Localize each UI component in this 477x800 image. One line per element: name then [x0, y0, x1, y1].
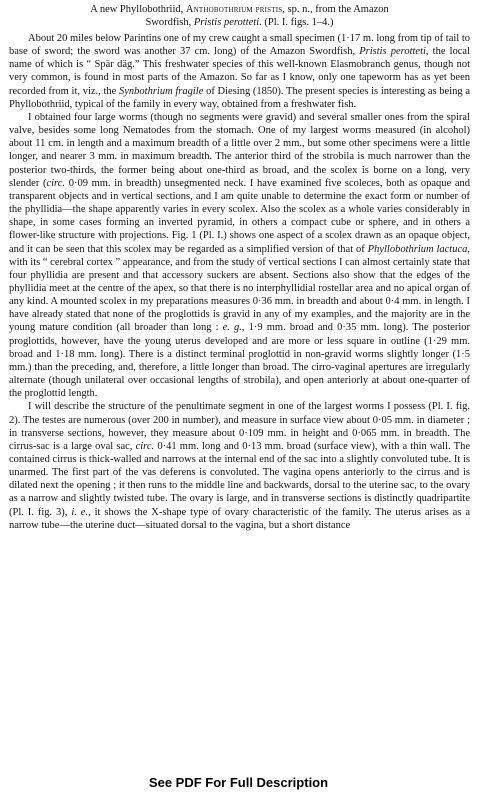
text-run: I obtained four large worms (though no segments were gravid) and several smaller ones from the spiral valve, besides some long Nematodes from the stomach. One of my largest worms measured (in alcohol) about 11 cm. in length and a maximum breadth of a little over 2 mm., but some other specimens were a little longer, and nearer 3 mm. in maximum breadth. The anterior third of the strobila is much narrower than the posterior two-thirds, the former being about one-third as broad, and the scolex is borne on a long, very slender ( [9, 111, 470, 189]
italic-run: Phyllobothrium lactuca [367, 243, 468, 255]
italic-run: circ. [46, 177, 66, 189]
title-text: Swordfish, [145, 17, 194, 28]
scanned-text-block [9, 3, 470, 532]
article-title [9, 3, 470, 29]
italic-run: Pristis perotteti [359, 46, 426, 58]
text-run: 0·41 mm. long and 0·13 mm. broad (surface view), with a thin wall. The contained cirrus is thick-walled and narrows at the internal end of the sac into a slightly convoluted tube. It is unarmed. The first part of the vas deferens is convoluted. The vagina opens anteriorly to the cirrus and is dilated next the opening ; it then runs to the middle line and backwards, dorsal to the uterine sac, to the ovary as a narrow and slightly twisted tube. The ovary is large, and in transverse sections is distinctly quadripartite (Pl. I. fig. 3), [9, 440, 470, 518]
title-text: A new Phyllobothriid, [90, 4, 186, 15]
paragraph-1 [9, 32, 470, 111]
text-run: of Diesing (1850). The present species is interesting as being a Phyllobothriid, typical of the family in every way, obtained from a freshwater fish. [9, 85, 470, 110]
text-run: , it shows the X-shape type of ovary characteristic of the family. The uterus arises as a narrow tube—the uterine duct—situated dorsal to the vagina, but a short distance [9, 506, 470, 531]
text-run: I will describe the structure of the penultimate segment in one of the largest worms I possess (Pl. I. fig. 2). The testes are numerous (over 200 in number), and measure in surface view about 0·05 mm. in diameter ; in transverse sections, however, they measure about 0·109 mm. in height and 0·065 mm. in breadth. The cirrus-sac is a large oval sac, [9, 401, 470, 452]
title-text: , sp. n., from the Amazon [282, 4, 389, 15]
italic-run: i. e. [71, 506, 89, 518]
text-run: About 20 miles below Parintins one of my crew caught a small specimen (1·17 m. long from tip of tail to base of sword; the sword was another 37 cm. long) of the Amazon Swordfish, [9, 33, 470, 58]
text-run: , with its “ cerebral cortex ” appearance, and from the study of vertical sections I can almost certainly state that four phyllidia are present and that accessory suckers are absent. Sections also show that the edges of the phyllidia meet at the centre of the apex, so that there is no interphyllidial rostellar area and no apical organ of any kind. A mounted scolex in my preparations measures 0·36 mm. in breadth and about 0·4 mm. in length. I have already stated that none of the proglottids is gravid in any of my examples, and the majority are in the young mature condition (all broader than long : [9, 243, 470, 334]
text-run: , 1·9 mm. broad and 0·35 mm. long). The posterior proglottids, however, have the young uterus developed and are more or less square in outline (1·29 mm. broad and 1·18 mm. long). There is a distinct terminal proglottid in non-gravid worms slightly longer (1·5 mm.) than the preceding, and, therefore, a little longer than broad. The cirro-vaginal apertures are irregularly alternate (though unilateral over occasional lengths of strobila), and open anteriorly at about one-quarter of the proglottid length. [9, 322, 470, 400]
text-run: , the local name of which is “ Spär däg.” This freshwater species of this well-known Elasmobranch genus, though not very common, is found in most parts of the Amazon. So far as I know, only one tapeworm has as yet been recorded from it, viz., the [9, 46, 470, 97]
pdf-link-footer[interactable]: See PDF For Full Description [148, 775, 329, 790]
italic-run: e. g. [222, 322, 242, 334]
text-run: 0·09 mm. in breadth) unsegmented neck. I have examined five scoleces, both as opaque and transparent objects and in vertical sections, and I am quite unable to determine the exact form or number of the phyllidia—the shape apparently varies in every scolex. Also the scolex as a whole varies considerably in shape, in some cases forming an inverted pyramid, in others a compact cube or sphere, and in others a flower-like structure with projections. Fig. 1 (Pl. I.) shows one aspect of a scolex drawn as an opaque object, and it can be seen that this scolex may be regarded as a simplified version of that of [9, 177, 470, 255]
paragraph-3 [9, 400, 470, 532]
title-species: Pristis perotteti [193, 17, 260, 28]
italic-run: circ. [135, 440, 155, 452]
italic-run: Synbothrium fragile [119, 85, 204, 97]
paragraph-2 [9, 111, 470, 400]
title-text: . (Pl. I. figs. 1–4.) [259, 17, 334, 28]
title-genus: Anthobothrium pristis [185, 4, 283, 15]
